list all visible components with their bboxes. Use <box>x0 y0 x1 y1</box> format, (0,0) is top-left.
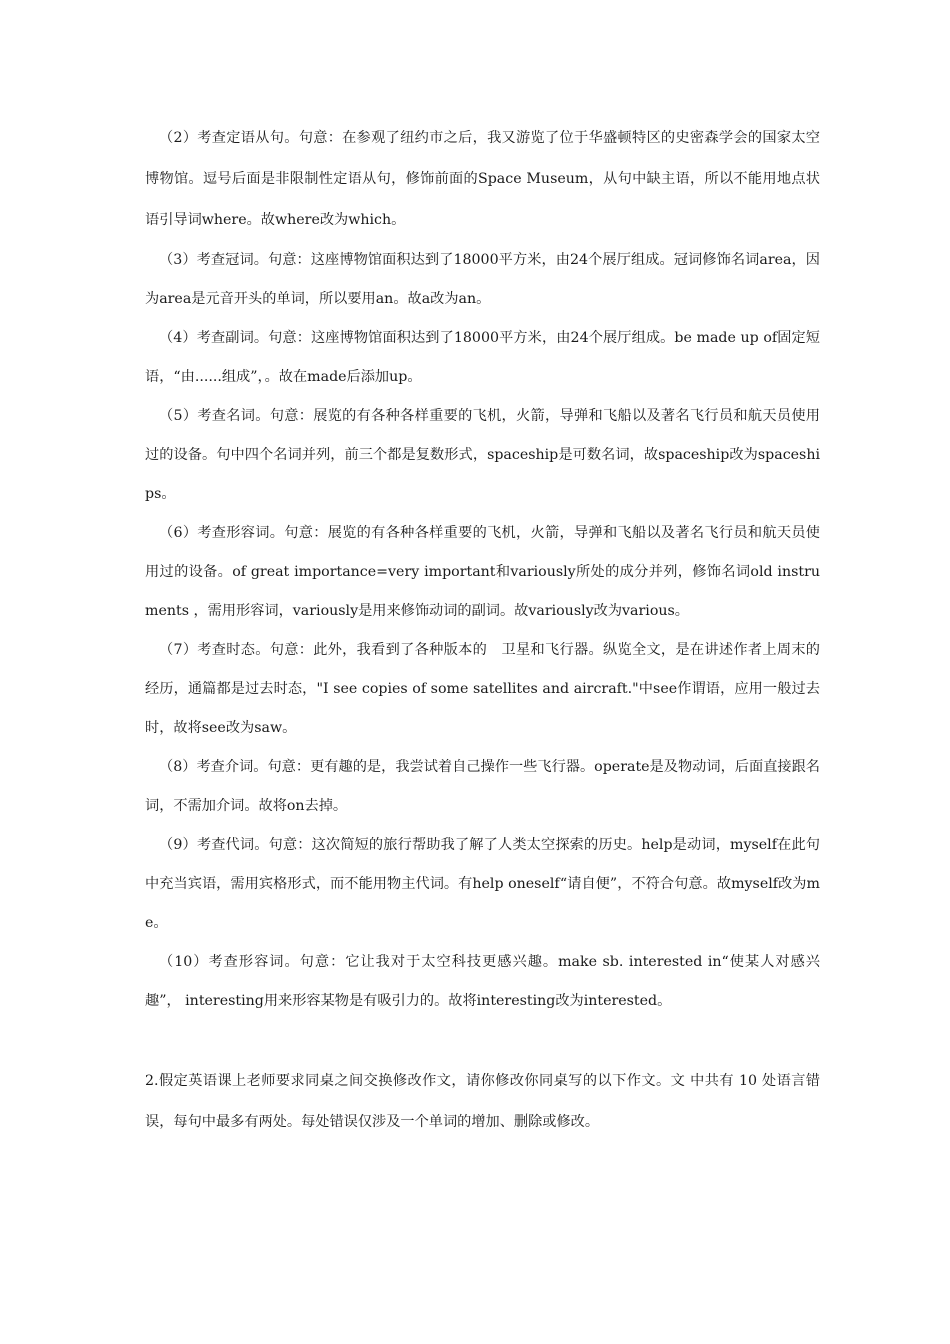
explanation-2: （2）考查定语从句。句意：在参观了纽约市之后，我又游览了位于华盛顿特区的史密森学会的国家太空博物馆。逗号后面是非限制性定语从句，修饰前面的Space Museum，从句中缺主语，所以不能用地点状语引导词where。故where改为which。 <box>145 130 820 228</box>
section-gap <box>145 1021 820 1061</box>
explanation-7: （7）考查时态。句意：此外，我看到了各种版本的 卫星和飞行器。纵览全文，是在讲述作者上周末的经历，通篇都是过去时态，"I see copies of some satellites and aircraft."中see作谓语，应用一般过去时，故将see改为saw。 <box>145 642 820 736</box>
explanation-3: （3）考查冠词。句意：这座博物馆面积达到了18000平方米，由24个展厅组成。冠词修饰名词area，因为area是元音开头的单词，所以要用an。故a改为an。 <box>145 252 820 307</box>
explanation-8: （8）考查介词。句意：更有趣的是，我尝试着自己操作一些飞行器。operate是及物动词，后面直接跟名词，不需加介词。故将on去掉。 <box>145 759 820 814</box>
explanation-10: （10）考查形容词。句意：它让我对于太空科技更感兴趣。make sb. interested in“使某人对感兴趣”， interesting用来形容某物是有吸引力的。故将interesting改为interested。 <box>145 954 820 1009</box>
explanation-6: （6）考查形容词。句意：展览的有各种各样重要的飞机，火箭，导弹和飞船以及著名飞行员和航天员使用过的设备。of great importance=very important和variously所处的成分并列，修饰名词old instruments ，需用形容词，variously是用来修饰动词的副词。故variously改为various。 <box>145 525 820 619</box>
explanation-5: （5）考查名词。句意：展览的有各种各样重要的飞机，火箭，导弹和飞船以及著名飞行员和航天员使用过的设备。句中四个名词并列，前三个都是复数形式，spaceship是可数名词，故spaceship改为spaceships。 <box>145 408 820 502</box>
explanation-9: （9）考查代词。句意：这次简短的旅行帮助我了解了人类太空探索的历史。help是动词，myself在此句中充当宾语，需用宾格形式，而不能用物主代词。有help oneself“请自便”，不符合句意。故myself改为me。 <box>145 837 820 931</box>
explanation-4: （4）考查副词。句意：这座博物馆面积达到了18000平方米，由24个展厅组成。be made up of固定短语，“由......组成”，。故在made后添加up。 <box>145 330 820 385</box>
document-body <box>145 118 820 1143</box>
question-2-prompt: 2.假定英语课上老师要求同桌之间交换修改作文，请你修改你同桌写的以下作文。文 中共有 10 处语言错误，每句中最多有两处。每处错误仅涉及一个单词的增加、删除或修改。 <box>145 1073 820 1130</box>
